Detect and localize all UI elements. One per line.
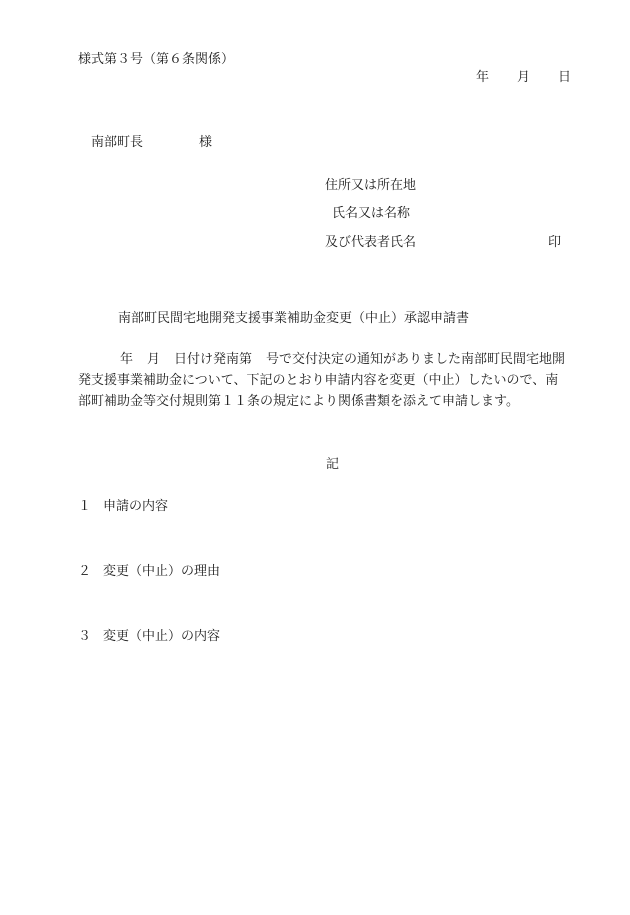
item-number: ２ <box>78 564 92 579</box>
item-label: 変更（中止）の内容 <box>103 629 221 644</box>
item-number: ３ <box>78 629 92 644</box>
item-label: 申請の内容 <box>103 499 169 514</box>
body-line-1 <box>78 349 578 370</box>
item-1 <box>78 499 168 515</box>
body-line-3: 部町補助金等交付規則第１１条の規定により関係書類を添えて申請します。 <box>78 394 519 409</box>
form-number: 様式第３号（第６条関係） <box>78 52 235 67</box>
item-label: 変更（中止）の理由 <box>103 564 221 579</box>
date-month: 月 <box>517 70 531 85</box>
addressee-name: 南部町長 <box>91 135 144 150</box>
addressee-honorific: 様 <box>199 135 213 150</box>
applicant-representative-label: 及び代表者氏名 <box>325 235 417 250</box>
body-line-1-tail: 号で交付決定の通知がありました南部町民間宅地開 <box>266 352 566 367</box>
item-number: １ <box>78 499 92 514</box>
item-3 <box>78 629 220 645</box>
applicant-address-label: 住所又は所在地 <box>325 178 417 193</box>
addressee <box>91 135 212 151</box>
body-year: 年 <box>120 352 134 367</box>
seal-mark: 印 <box>548 235 562 250</box>
body-paragraph <box>78 349 578 412</box>
body-line-2: 発支援事業補助金について、下記のとおり申請内容を変更（中止）したいので、南 <box>78 373 559 388</box>
applicant-name-label: 氏名又は名称 <box>332 206 411 221</box>
document-title: 南部町民間宅地開発支援事業補助金変更（中止）承認申請書 <box>118 311 470 326</box>
date-line <box>476 70 571 86</box>
item-2 <box>78 564 220 580</box>
date-year: 年 <box>476 70 490 85</box>
ki-marker: 記 <box>326 457 340 472</box>
date-day: 日 <box>558 70 572 85</box>
body-month: 月 <box>147 352 161 367</box>
body-date-ref: 日付け発南第 <box>174 352 253 367</box>
